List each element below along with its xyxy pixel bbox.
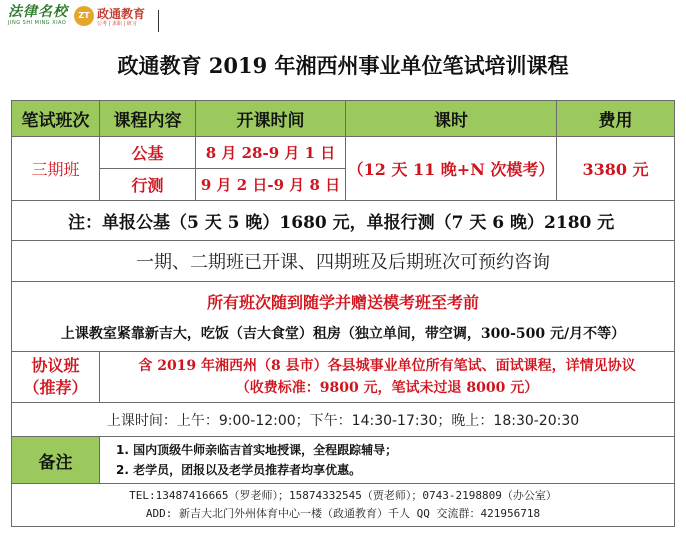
header-fee: 费用: [557, 101, 675, 137]
jingshi-logo-subtext: JING SHI MING XIAO: [8, 20, 67, 26]
contact-row: [12, 484, 675, 527]
info-row: [12, 241, 675, 282]
contact-phones: TEL:13487416665（罗老师）；15874332545（贾老师）；0743-2198809（办公室）: [129, 489, 557, 502]
agreement-class-name: 协议班: [31, 356, 80, 375]
hours-cell: （12 天 11 晚+N 次模考）: [346, 137, 557, 201]
content-cell: 行测: [100, 169, 196, 201]
jingshi-logo: [8, 4, 68, 32]
page-title: 政通教育 2019 年湘西州事业单位笔试培训课程: [117, 53, 569, 78]
jingshi-logo-text: 法律名校: [8, 4, 68, 20]
header-start-time: 开课时间: [196, 101, 346, 137]
content-cell: 公基: [100, 137, 196, 169]
table-header-row: [12, 101, 675, 137]
remarks-content: [100, 437, 675, 484]
agreement-class-details: [100, 352, 675, 403]
header-hours: 课时: [346, 101, 557, 137]
agreement-class-pricing: （收费标准：9800 元，笔试未过退 8000 元）: [235, 380, 539, 396]
remarks-label: 备注: [12, 437, 100, 484]
agreement-class-description: 含 2019 年湘西州（8 县市）各县城事业单位所有笔试、面试课程，详情见协议: [138, 358, 636, 374]
remarks-row: [12, 437, 675, 484]
start-time-cell: 9 月 2 日-9 月 8 日: [196, 169, 346, 201]
contact-cell: [12, 484, 675, 527]
zhengtong-logo-name: 政通教育: [97, 7, 146, 21]
contact-address: ADD: 新吉大北门外州体育中心一楼（政通教育）千人 QQ 交流群：421956718: [145, 507, 541, 520]
fee-cell: 3380 元: [557, 137, 675, 201]
schedule-row: [12, 403, 675, 437]
note-row: [12, 201, 675, 241]
agreement-class-row: [12, 352, 675, 403]
agreement-class-label: [12, 352, 100, 403]
agreement-class-recommended: （推荐）: [23, 378, 88, 397]
price-note: 注：单报公基（5 天 5 晚）1680 元，单报行测（7 天 6 晚）2180 元: [12, 201, 675, 241]
header-content: 课程内容: [100, 101, 196, 137]
remark-item: 2. 老学员，团报以及老学员推荐者均享优惠。: [116, 463, 362, 477]
remark-item: 1. 国内顶级牛师亲临吉首实地授课，全程跟踪辅导；: [116, 443, 398, 457]
promo-cell: [12, 282, 675, 352]
course-table: [11, 100, 675, 527]
table-row: [12, 137, 675, 169]
header-divider: [158, 10, 159, 32]
start-time-cell: 8 月 28-9 月 1 日: [196, 137, 346, 169]
promo-headline: 所有班次随到随学并赠送模考班至考前: [206, 293, 479, 312]
zhengtong-logo: [74, 5, 158, 31]
page-header: [0, 0, 686, 36]
class-name-cell: 三期班: [12, 137, 100, 201]
promo-row: [12, 282, 675, 352]
zhengtong-badge-icon: ZT: [74, 6, 94, 26]
promo-details: 上课教室紧靠新吉大，吃饭（吉大食堂）租房（独立单间，带空调，300-500 元/月不等）: [60, 326, 626, 342]
header-class: 笔试班次: [12, 101, 100, 137]
enrollment-info: 一期、二期班已开课、四期班及后期班次可预约咨询: [12, 241, 675, 282]
zhengtong-logo-tagline: 公考 | 求职 | 研习: [97, 21, 137, 27]
class-schedule: 上课时间：上午：9:00-12:00；下午：14:30-17:30；晚上：18:30-20:30: [12, 403, 675, 437]
